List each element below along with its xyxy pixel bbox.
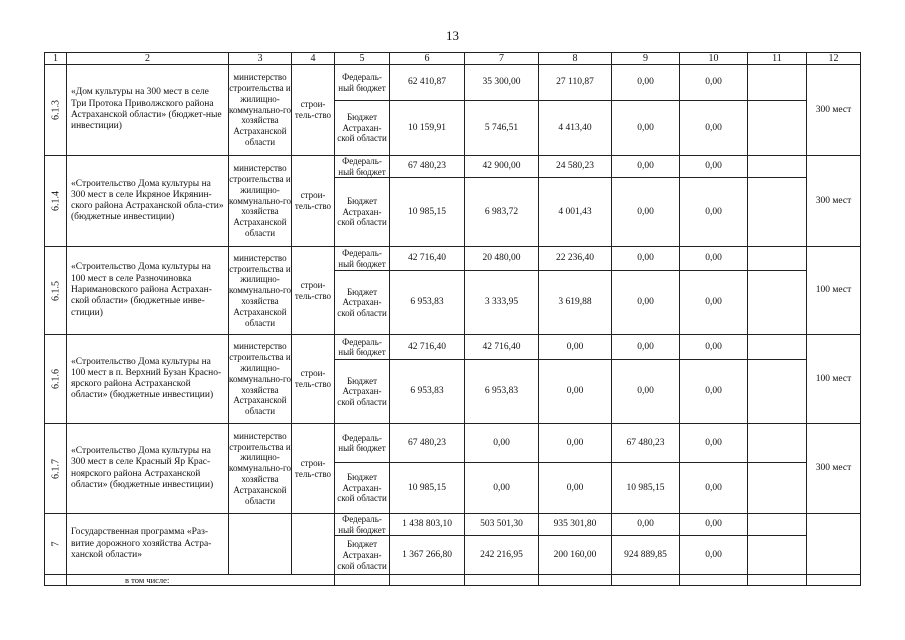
executor: министерство строительства и жилищно-коммунально-го хозяйства Астраханской области	[229, 335, 292, 424]
amount-year-5	[748, 178, 807, 247]
result-value	[807, 514, 861, 575]
amount-year-5	[748, 424, 807, 463]
action-type: строи-тель-ство	[292, 424, 335, 514]
amount-year-1: 6 983,72	[465, 178, 539, 247]
amount-total: 42 716,40	[390, 247, 465, 271]
amount-year-1: 3 333,95	[465, 271, 539, 335]
blank-cell	[748, 575, 807, 586]
funding-source: Бюджет Астрахан-ской области	[335, 178, 390, 247]
item-name: «Строительство Дома культуры на 100 мест в п. Верхний Бузан Красно-ярского района Астраханской области» (бюджетные инвестиции)	[67, 335, 229, 424]
action-type	[292, 514, 335, 575]
amount-year-4: 0,00	[680, 424, 748, 463]
column-number: 3	[229, 53, 292, 65]
amount-total: 6 953,83	[390, 271, 465, 335]
amount-year-1: 5 746,51	[465, 101, 539, 156]
item-name: Государственная программа «Раз-витие дорожного хозяйства Астра-ханской области»	[67, 514, 229, 575]
amount-year-5	[748, 65, 807, 101]
result-value: 100 мест	[807, 247, 861, 335]
footer-row	[45, 575, 861, 586]
amount-year-3: 0,00	[612, 360, 680, 424]
amount-total: 62 410,87	[390, 65, 465, 101]
page-number: 13	[446, 28, 459, 43]
amount-year-1: 503 501,30	[465, 514, 539, 536]
amount-year-1: 0,00	[465, 424, 539, 463]
amount-year-1: 35 300,00	[465, 65, 539, 101]
amount-total: 10 985,15	[390, 463, 465, 514]
amount-year-3: 0,00	[612, 271, 680, 335]
column-number: 10	[680, 53, 748, 65]
amount-year-4: 0,00	[680, 335, 748, 360]
amount-year-3: 0,00	[612, 247, 680, 271]
funding-source: Бюджет Астрахан-ской области	[335, 463, 390, 514]
funding-source: Федераль-ный бюджет	[335, 156, 390, 178]
item-code-cell	[45, 247, 67, 335]
funding-source: Федераль-ный бюджет	[335, 247, 390, 271]
amount-total: 6 953,83	[390, 360, 465, 424]
amount-year-3: 0,00	[612, 514, 680, 536]
result-value: 300 мест	[807, 424, 861, 514]
column-number: 2	[67, 53, 229, 65]
program-row	[45, 65, 861, 101]
budget-table	[44, 52, 861, 586]
funding-source: Бюджет Астрахан-ской области	[335, 101, 390, 156]
amount-year-3: 10 985,15	[612, 463, 680, 514]
amount-total: 67 480,23	[390, 424, 465, 463]
item-code: 6.1.6	[50, 369, 61, 390]
amount-year-5	[748, 335, 807, 360]
amount-year-1: 6 953,83	[465, 360, 539, 424]
amount-year-2: 0,00	[539, 335, 612, 360]
item-code-cell	[45, 514, 67, 575]
item-code-cell	[45, 424, 67, 514]
executor: министерство строительства и жилищно-коммунально-го хозяйства Астраханской области	[229, 424, 292, 514]
amount-year-5	[748, 247, 807, 271]
amount-year-2: 4 413,40	[539, 101, 612, 156]
blank-cell	[807, 575, 861, 586]
column-number: 8	[539, 53, 612, 65]
amount-year-2: 4 001,43	[539, 178, 612, 247]
column-number: 1	[45, 53, 67, 65]
program-row	[45, 247, 861, 271]
amount-total: 42 716,40	[390, 335, 465, 360]
amount-total: 1 438 803,10	[390, 514, 465, 536]
amount-year-4: 0,00	[680, 360, 748, 424]
amount-year-2: 0,00	[539, 360, 612, 424]
amount-year-4: 0,00	[680, 536, 748, 575]
amount-year-1: 20 480,00	[465, 247, 539, 271]
amount-year-4: 0,00	[680, 101, 748, 156]
blank-cell	[680, 575, 748, 586]
item-name: «Дом культуры на 300 мест в селе Три Протока Приволжского района Астраханской области» (бюджет-ные инвестиции)	[67, 65, 229, 156]
program-row	[45, 156, 861, 178]
amount-year-3: 0,00	[612, 178, 680, 247]
amount-year-4: 0,00	[680, 65, 748, 101]
executor: министерство строительства и жилищно-коммунально-го хозяйства Астраханской области	[229, 65, 292, 156]
result-value: 100 мест	[807, 335, 861, 424]
amount-year-3: 0,00	[612, 65, 680, 101]
column-number: 7	[465, 53, 539, 65]
funding-source: Федераль-ный бюджет	[335, 65, 390, 101]
column-number: 6	[390, 53, 465, 65]
executor: министерство строительства и жилищно-коммунально-го хозяйства Астраханской области	[229, 247, 292, 335]
amount-year-5	[748, 101, 807, 156]
amount-year-3: 67 480,23	[612, 424, 680, 463]
amount-year-2: 3 619,88	[539, 271, 612, 335]
amount-year-4: 0,00	[680, 178, 748, 247]
blank-cell	[335, 575, 390, 586]
funding-source: Бюджет Астрахан-ской области	[335, 536, 390, 575]
column-number: 9	[612, 53, 680, 65]
funding-source: Бюджет Астрахан-ской области	[335, 360, 390, 424]
amount-year-2: 24 580,23	[539, 156, 612, 178]
item-code-cell	[45, 156, 67, 247]
amount-year-4: 0,00	[680, 463, 748, 514]
result-value: 300 мест	[807, 65, 861, 156]
item-code: 7	[50, 541, 61, 547]
action-type: строи-тель-ство	[292, 335, 335, 424]
blank-cell	[45, 575, 67, 586]
program-row	[45, 424, 861, 463]
amount-year-5	[748, 271, 807, 335]
item-code: 6.1.3	[50, 100, 61, 120]
amount-year-2: 22 236,40	[539, 247, 612, 271]
blank-cell	[390, 575, 465, 586]
amount-year-1: 42 716,40	[465, 335, 539, 360]
action-type: строи-тель-ство	[292, 65, 335, 156]
amount-year-3: 0,00	[612, 335, 680, 360]
item-name: «Строительство Дома культуры на 100 мест в селе Разночиновка Наримановского района Астрахан-ской области» (бюджетные инве-стиции)	[67, 247, 229, 335]
item-code: 6.1.5	[50, 280, 61, 301]
executor: министерство строительства и жилищно-коммунально-го хозяйства Астраханской области	[229, 156, 292, 247]
amount-year-4: 0,00	[680, 514, 748, 536]
item-name: «Строительство Дома культуры на 300 мест в селе Икряное Икрянин-ского района Астраханской обла-сти» (бюджетные инвестиции)	[67, 156, 229, 247]
funding-source: Федераль-ный бюджет	[335, 514, 390, 536]
blank-cell	[612, 575, 680, 586]
amount-year-2: 27 110,87	[539, 65, 612, 101]
item-code: 6.1.4	[50, 191, 61, 212]
item-code-cell	[45, 335, 67, 424]
amount-year-4: 0,00	[680, 156, 748, 178]
including-label: в том числе:	[67, 575, 335, 586]
amount-year-5	[748, 156, 807, 178]
amount-year-2: 935 301,80	[539, 514, 612, 536]
executor	[229, 514, 292, 575]
column-number: 12	[807, 53, 861, 65]
program-row	[45, 335, 861, 360]
blank-cell	[539, 575, 612, 586]
column-number: 4	[292, 53, 335, 65]
column-number: 11	[748, 53, 807, 65]
column-number-row	[45, 53, 861, 65]
column-number: 5	[335, 53, 390, 65]
amount-year-5	[748, 463, 807, 514]
amount-total: 10 159,91	[390, 101, 465, 156]
amount-year-5	[748, 536, 807, 575]
amount-year-5	[748, 514, 807, 536]
amount-year-1: 0,00	[465, 463, 539, 514]
amount-year-3: 0,00	[612, 101, 680, 156]
item-code: 6.1.7	[50, 458, 61, 479]
amount-year-4: 0,00	[680, 247, 748, 271]
program-row	[45, 514, 861, 536]
amount-total: 1 367 266,80	[390, 536, 465, 575]
amount-year-2: 0,00	[539, 463, 612, 514]
funding-source: Федераль-ный бюджет	[335, 335, 390, 360]
item-name: «Строительство Дома культуры на 300 мест в селе Красный Яр Крас-ноярского района Астраханской области» (бюджетные инвестиции)	[67, 424, 229, 514]
amount-year-2: 0,00	[539, 424, 612, 463]
funding-source: Бюджет Астрахан-ской области	[335, 271, 390, 335]
amount-year-1: 42 900,00	[465, 156, 539, 178]
amount-year-5	[748, 360, 807, 424]
action-type: строи-тель-ство	[292, 247, 335, 335]
action-type: строи-тель-ство	[292, 156, 335, 247]
blank-cell	[465, 575, 539, 586]
item-code-cell	[45, 65, 67, 156]
amount-year-3: 924 889,85	[612, 536, 680, 575]
amount-year-3: 0,00	[612, 156, 680, 178]
amount-year-2: 200 160,00	[539, 536, 612, 575]
amount-total: 67 480,23	[390, 156, 465, 178]
amount-total: 10 985,15	[390, 178, 465, 247]
funding-source: Федераль-ный бюджет	[335, 424, 390, 463]
result-value: 300 мест	[807, 156, 861, 247]
amount-year-1: 242 216,95	[465, 536, 539, 575]
amount-year-4: 0,00	[680, 271, 748, 335]
